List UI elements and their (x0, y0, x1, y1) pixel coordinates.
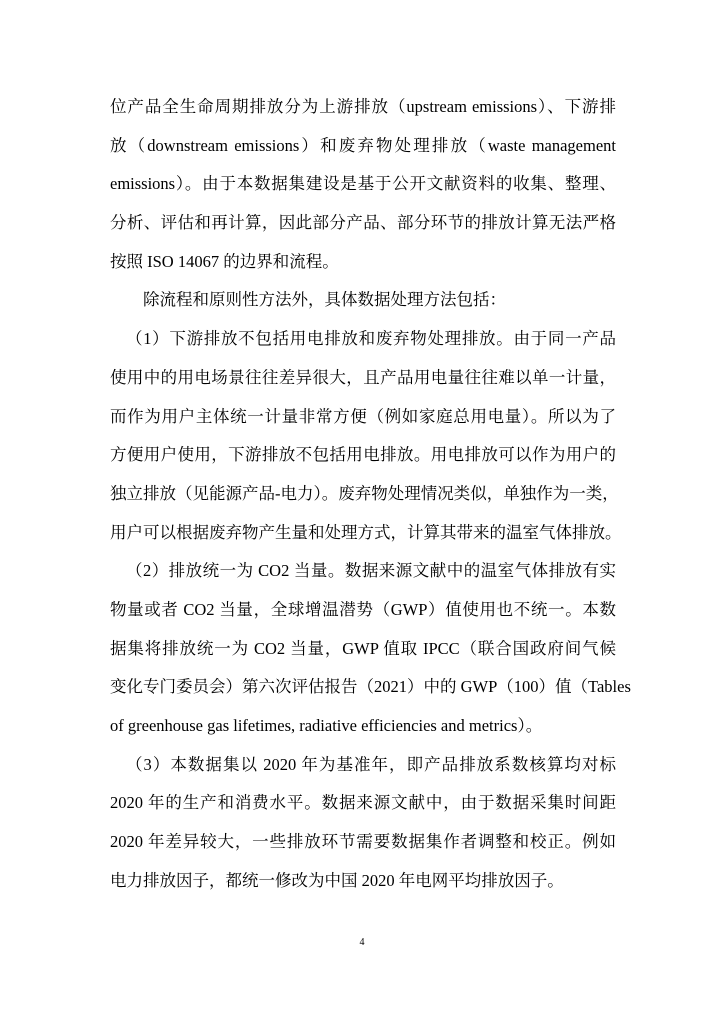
text-line: 分析、评估和再计算，因此部分产品、部分环节的排放计算无法严格 (110, 213, 616, 233)
text-line: 按照 ISO 14067 的边界和流程。 (110, 251, 339, 271)
text-line: 除流程和原则性方法外，具体数据处理方法包括： (143, 290, 506, 310)
text-line: 用户可以根据废弃物产生量和处理方式，计算其带来的温室气体排放。 (110, 522, 622, 542)
text-line: 电力排放因子，都统一修改为中国 2020 年电网平均排放因子。 (110, 870, 564, 890)
text-line: 独立排放（见能源产品-电力）。废弃物处理情况类似，单独作为一类， (110, 483, 619, 503)
text-line: 位产品全生命周期排放分为上游排放（upstream emissions）、下游排 (110, 97, 616, 116)
text-line: 放（downstream emissions）和废弃物处理排放（waste management (110, 135, 616, 155)
text-line: 方便用户使用，下游排放不包括用电排放。用电排放可以作为用户的 (110, 445, 616, 465)
text-line: 据集将排放统一为 CO2 当量，GWP 值取 IPCC（联合国政府间气候 (110, 638, 616, 658)
text-line: emissions）。由于本数据集建设是基于公开文献资料的收集、整理、 (110, 174, 616, 194)
text-line: （2）排放统一为 CO2 当量。数据来源文献中的温室气体排放有实 (126, 561, 616, 581)
text-line: （1）下游排放不包括用电排放和废弃物处理排放。由于同一产品 (126, 329, 616, 349)
text-line: of greenhouse gas lifetimes, radiative efficiencies and metrics）。 (110, 716, 543, 735)
text-line: 2020 年的生产和消费水平。数据来源文献中，由于数据采集时间距 (110, 793, 616, 813)
page-number: 4 (359, 937, 365, 948)
text-line: 而作为用户主体统一计量非常方便（例如家庭总用电量）。所以为了 (110, 406, 616, 426)
text-line: 使用中的用电场景往往差异很大，且产品用电量往往难以单一计量， (110, 367, 616, 387)
text-line: 2020 年差异较大，一些排放环节需要数据集作者调整和校正。例如 (110, 832, 616, 852)
body-text (110, 88, 631, 900)
text-line: （3）本数据集以 2020 年为基准年，即产品排放系数核算均对标 (126, 754, 616, 774)
text-line: 物量或者 CO2 当量，全球增温潜势（GWP）值使用也不统一。本数 (110, 599, 616, 619)
text-line: 变化专门委员会）第六次评估报告（2021）中的 GWP（100）值（Tables (110, 677, 631, 697)
